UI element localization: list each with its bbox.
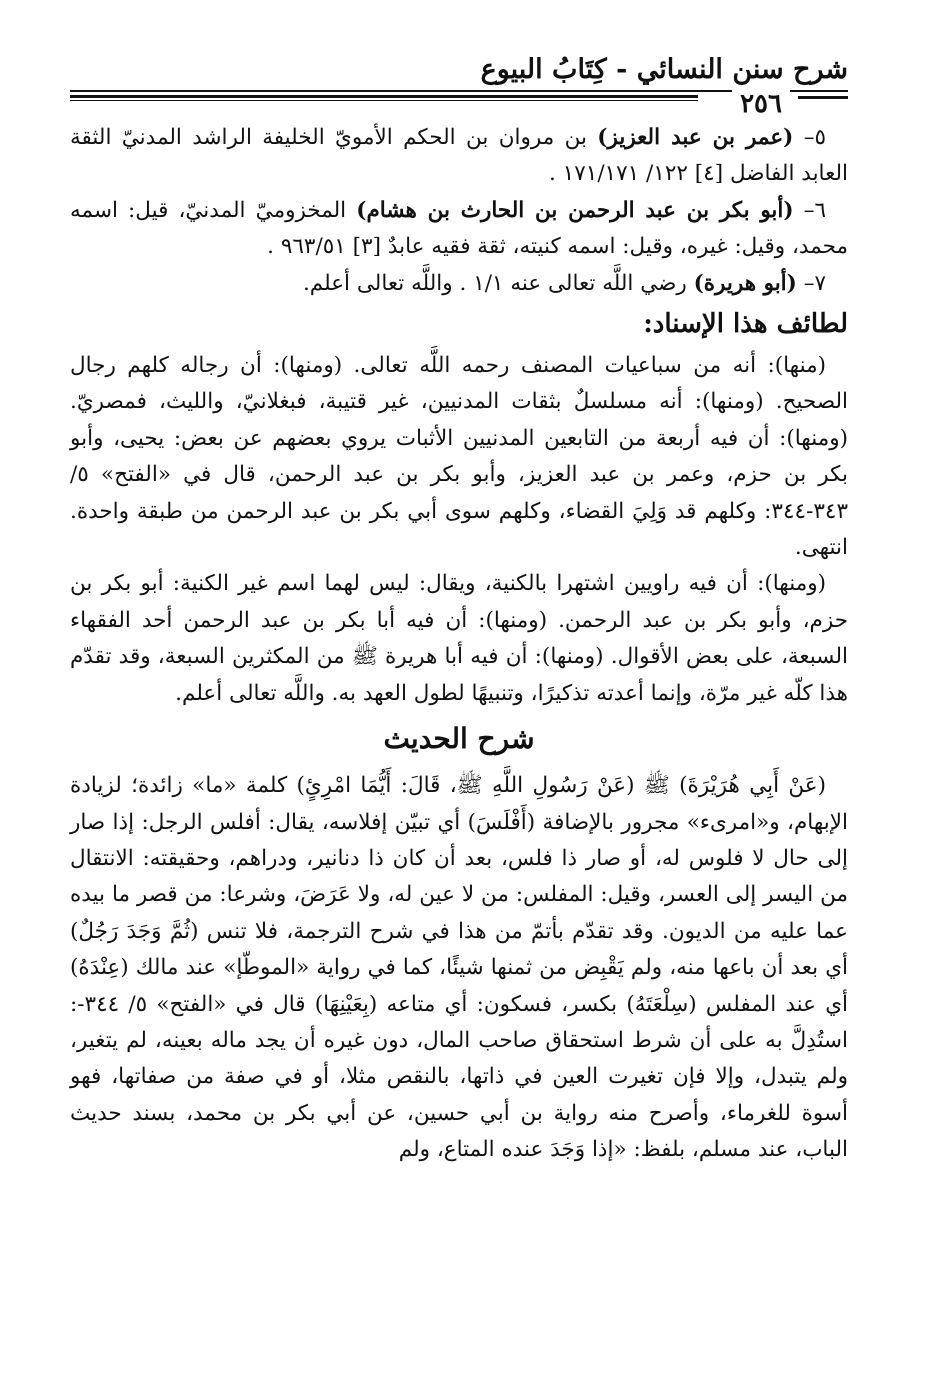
body-paragraph: (منها): أنه من سباعيات المصنف رحمه اللَّه تعالى. (ومنها): أن رجاله كلهم رجال الصحيح. (ومنها): أنه مسلسلٌ بثقات المدنيين، غير قتيبة، فبغلانيّ، والليث، فمصريّ. (ومنها): أن فيه أربعة من التابعين المدنيين الأثبات يروي بعضهم عن بعض: يحيى، وأبو بكر بن حزم، وعمر بن عبد العزيز، وأبو بكر بن عبد الرحمن، قال في «الفتح» ٥/ ٣٤٣-٣٤٤: وكلهم قد وَلِيَ القضاء، وكلهم سوى أبي بكر بن عبد الرحمن من طبقة واحدة. انتهى. [70, 353, 848, 561]
header-rule-thin [70, 100, 698, 101]
narrator-name: (عمر بن عبد العزيز) [597, 125, 794, 150]
narrator-number: ٦– [803, 197, 826, 223]
section-heading-latayif: لطائف هذا الإسناد: [643, 309, 848, 340]
body-paragraph: (عَنْ أَبِي هُرَيْرَةَ) ﷺ (عَنْ رَسُولِ اللَّهِ ﷺ، قَالَ: أَيُّمَا امْرِئٍ) كلمة «ما» زائدة؛ لزيادة الإبهام، و«امرىء» مجرور بالإضافة (أَفْلَسَ) أي تبيّن إفلاسه، يقال: أفلس الرجل: إذا صار إلى حال لا فلوس له، أو صار ذا فلس، بعد أن كان ذا دنانير، ودراهم، وحقيقته: الانتقال من اليسر إلى العسر، وقيل: المفلس: من لا عين له، ولا عَرَضَ، وشرعا: من قصر ما بيده عما عليه من الديون. وقد تقدّم بأتمّ من هذا في شرح الترجمة، فلا تنس (ثُمَّ وَجَدَ رَجُلٌ) أي بعد أن باعها منه، ولم يَقْبِض من ثمنها شيئًا، كما في رواية «الموطّإ» عند مالك (عِنْدَهُ) أي عند المفلس (سِلْعَتَهُ) بكسر، فسكون: أي متاعه (بِعَيْنِهَا) قال في «الفتح» ٥/ ٣٤٤-: استُدِلَّ به على أن شرط استحقاق صاحب المال، دون غيره أن يجد ماله بعينه، لم يتغير، ولم يتبدل، وإلا فإن تغيرت العين في ذاتها، بالنقص مثلا، أو في صفة من صفاتها، فهو أسوة للغرماء، وأصرح منه رواية بن أبي حسين، عن أبي بكر بن محمد، بسند حديث الباب، عند مسلم، بلفظ: «إذا وَجَدَ عنده المتاع، ولم [70, 773, 848, 1163]
narrator-entry [70, 266, 848, 302]
narrator-text: بن مروان بن الحكم الأمويّ الخليفة الراشد المدنيّ الثقة العابد الفاضل [٤] ١٢٢/ ١٧١/١٧١ . [70, 125, 848, 187]
page [70, 52, 848, 1169]
page-header [70, 52, 848, 120]
body-paragraph: (ومنها): أن فيه راويين اشتهرا بالكنية، ويقال: ليس لهما اسم غير الكنية: أبو بكر بن حزم، وأبو بكر بن عبد الرحمن. (ومنها): أن فيه أبا بكر بن عبد الرحمن أحد الفقهاء السبعة، على بعض الأقوال. (ومنها): أن فيه أبا هريرة ﷺ من المكثرين السبعة، وقد تقدّم هذا كلّه غير مرّة، وإنما أعدته تذكيرًا، وتنبيهًا لطول العهد به. واللَّه تعالى أعلم. [70, 571, 848, 706]
page-number: ٢٥٦ [732, 88, 790, 120]
narrator-name: (أبو بكر بن عبد الرحمن بن الحارث بن هشام) [356, 197, 794, 223]
narrator-number: ٥– [803, 125, 826, 150]
running-title: شرح سنن النسائي - كِتَابُ البيوع [480, 54, 848, 85]
narrator-number: ٧– [803, 270, 826, 296]
narrator-entry [70, 193, 848, 266]
narrator-name: (أبو هريرة) [693, 270, 797, 296]
header-rule-thick [70, 95, 698, 98]
section-heading-sharh: شرح الحديث [383, 722, 535, 756]
narrator-entry [70, 120, 848, 193]
narrator-text: رضي اللَّه تعالى عنه ١/١ . واللَّه تعالى أعلم. [302, 270, 687, 296]
narrator-text: المخزوميّ المدنيّ، قيل: اسمه محمد، وقيل: غيره، وقيل: اسمه كنيته، ثقة فقيه عابدٌ [٣] ٩٦٣/٥١ . [70, 197, 848, 260]
page-number-rule [798, 96, 848, 99]
